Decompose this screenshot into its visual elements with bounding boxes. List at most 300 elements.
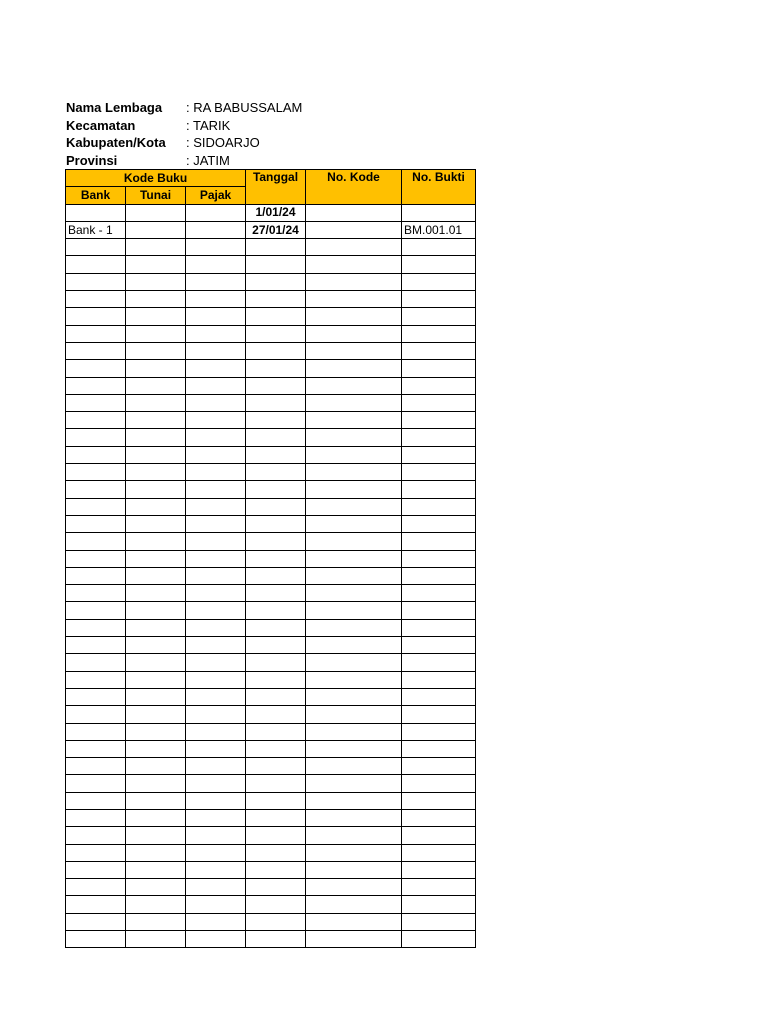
cell-no-kode	[306, 481, 402, 498]
cell-no-bukti	[402, 585, 476, 602]
cell-no-kode	[306, 602, 402, 619]
cell-tanggal	[246, 377, 306, 394]
empty-row	[66, 394, 476, 411]
cell-tunai	[126, 827, 186, 844]
cell-bank	[66, 308, 126, 325]
cell-tunai	[126, 809, 186, 826]
cell-tunai	[126, 931, 186, 948]
cell-pajak	[186, 792, 246, 809]
cell-tanggal	[246, 723, 306, 740]
cell-tanggal	[246, 550, 306, 567]
info-value: : SIDOARJO	[186, 135, 260, 150]
cell-bank	[66, 792, 126, 809]
cell-tunai	[126, 913, 186, 930]
cell-pajak	[186, 809, 246, 826]
cell-tanggal	[246, 360, 306, 377]
cell-no-kode	[306, 585, 402, 602]
cell-pajak	[186, 550, 246, 567]
empty-row	[66, 533, 476, 550]
empty-row	[66, 446, 476, 463]
cell-bank	[66, 533, 126, 550]
cell-tanggal	[246, 291, 306, 308]
cell-tanggal	[246, 637, 306, 654]
cell-pajak	[186, 412, 246, 429]
cell-pajak	[186, 723, 246, 740]
cell-bank	[66, 654, 126, 671]
cell-tunai	[126, 758, 186, 775]
cell-pajak	[186, 896, 246, 913]
cell-bank	[66, 481, 126, 498]
empty-row	[66, 723, 476, 740]
cell-tunai	[126, 360, 186, 377]
cell-tanggal	[246, 913, 306, 930]
empty-row	[66, 879, 476, 896]
cell-no-kode	[306, 637, 402, 654]
cell-bank	[66, 515, 126, 532]
empty-row	[66, 429, 476, 446]
cell-no-bukti	[402, 342, 476, 359]
cell-no-kode	[306, 308, 402, 325]
table-header-row	[66, 170, 476, 187]
cell-bank	[66, 809, 126, 826]
cell-no-bukti	[402, 775, 476, 792]
cell-pajak	[186, 654, 246, 671]
empty-row	[66, 844, 476, 861]
cell-tanggal	[246, 827, 306, 844]
cell-tunai	[126, 394, 186, 411]
cell-no-kode	[306, 827, 402, 844]
cell-tunai	[126, 325, 186, 342]
cell-tanggal: 27/01/24	[246, 221, 306, 238]
empty-row	[66, 515, 476, 532]
cell-no-kode	[306, 273, 402, 290]
info-label: Provinsi	[66, 152, 118, 168]
cell-tunai	[126, 308, 186, 325]
cell-no-bukti	[402, 602, 476, 619]
cell-tanggal	[246, 844, 306, 861]
cell-pajak	[186, 758, 246, 775]
cell-pajak	[186, 360, 246, 377]
cell-tunai	[126, 481, 186, 498]
cell-no-kode	[306, 291, 402, 308]
cell-tunai	[126, 861, 186, 878]
cell-bank	[66, 931, 126, 948]
info-value: : JATIM	[186, 152, 230, 168]
cell-bank	[66, 758, 126, 775]
cell-tanggal	[246, 325, 306, 342]
cell-no-bukti	[402, 377, 476, 394]
cell-no-bukti	[402, 792, 476, 809]
cell-no-kode	[306, 204, 402, 221]
cell-no-kode	[306, 394, 402, 411]
cell-tunai	[126, 654, 186, 671]
cell-no-kode	[306, 809, 402, 826]
cell-bank	[66, 273, 126, 290]
cell-no-kode	[306, 723, 402, 740]
cell-tanggal	[246, 342, 306, 359]
cell-bank	[66, 861, 126, 878]
cell-tanggal	[246, 879, 306, 896]
empty-row	[66, 671, 476, 688]
cell-no-bukti	[402, 515, 476, 532]
empty-row	[66, 931, 476, 948]
cell-no-bukti	[402, 550, 476, 567]
header-tanggal: Tanggal	[246, 170, 306, 205]
cell-tanggal	[246, 429, 306, 446]
cell-tanggal	[246, 394, 306, 411]
cell-tanggal	[246, 654, 306, 671]
cell-tanggal	[246, 896, 306, 913]
cell-tunai	[126, 446, 186, 463]
empty-row	[66, 896, 476, 913]
cell-bank	[66, 602, 126, 619]
cell-pajak	[186, 740, 246, 757]
empty-row	[66, 775, 476, 792]
cell-pajak	[186, 429, 246, 446]
cell-tanggal	[246, 533, 306, 550]
cell-bank: Bank - 1	[66, 221, 126, 238]
cell-tunai	[126, 740, 186, 757]
cell-no-kode	[306, 550, 402, 567]
empty-row	[66, 412, 476, 429]
cell-pajak	[186, 308, 246, 325]
cell-no-kode	[306, 446, 402, 463]
cell-pajak	[186, 498, 246, 515]
cell-bank	[66, 585, 126, 602]
cell-bank	[66, 844, 126, 861]
cell-no-kode	[306, 515, 402, 532]
cell-pajak	[186, 602, 246, 619]
cell-pajak	[186, 775, 246, 792]
cell-bank	[66, 637, 126, 654]
cell-no-kode	[306, 619, 402, 636]
cell-pajak	[186, 619, 246, 636]
cell-bank	[66, 498, 126, 515]
cell-tunai	[126, 585, 186, 602]
info-value: : RA BABUSSALAM	[186, 100, 303, 115]
cell-tanggal	[246, 567, 306, 584]
cell-tanggal	[246, 256, 306, 273]
empty-row	[66, 464, 476, 481]
cell-no-bukti	[402, 740, 476, 757]
cell-no-kode	[306, 792, 402, 809]
cell-tanggal: 1/01/24	[246, 204, 306, 221]
cell-no-bukti	[402, 325, 476, 342]
cell-bank	[66, 239, 126, 256]
cell-pajak	[186, 827, 246, 844]
cell-no-bukti	[402, 481, 476, 498]
cell-bank	[66, 688, 126, 705]
header-pajak: Pajak	[186, 187, 246, 204]
cell-pajak	[186, 515, 246, 532]
cell-tunai	[126, 844, 186, 861]
empty-row	[66, 256, 476, 273]
cell-no-bukti	[402, 360, 476, 377]
cell-tunai	[126, 239, 186, 256]
cell-no-bukti	[402, 464, 476, 481]
cell-no-bukti	[402, 671, 476, 688]
cell-pajak	[186, 913, 246, 930]
table-row	[66, 204, 476, 221]
cell-no-kode	[306, 221, 402, 238]
cell-tunai	[126, 256, 186, 273]
empty-row	[66, 619, 476, 636]
cell-tanggal	[246, 464, 306, 481]
cell-pajak	[186, 221, 246, 238]
cell-bank	[66, 619, 126, 636]
cell-bank	[66, 342, 126, 359]
cell-no-bukti	[402, 723, 476, 740]
empty-row	[66, 827, 476, 844]
cell-tunai	[126, 515, 186, 532]
cell-no-bukti	[402, 913, 476, 930]
empty-row	[66, 654, 476, 671]
info-row-provinsi	[66, 152, 302, 170]
cell-pajak	[186, 464, 246, 481]
cell-no-bukti	[402, 308, 476, 325]
cell-tunai	[126, 706, 186, 723]
cell-tunai	[126, 550, 186, 567]
cell-no-kode	[306, 256, 402, 273]
cell-no-bukti	[402, 291, 476, 308]
info-label: Nama Lembaga	[66, 100, 163, 115]
empty-row	[66, 637, 476, 654]
cell-pajak	[186, 204, 246, 221]
empty-row	[66, 585, 476, 602]
cell-no-kode	[306, 239, 402, 256]
cell-tanggal	[246, 792, 306, 809]
cell-bank	[66, 204, 126, 221]
cell-tanggal	[246, 706, 306, 723]
empty-row	[66, 239, 476, 256]
cell-pajak	[186, 446, 246, 463]
cell-bank	[66, 429, 126, 446]
cell-no-bukti	[402, 567, 476, 584]
cell-no-kode	[306, 740, 402, 757]
cell-tunai	[126, 879, 186, 896]
cell-pajak	[186, 879, 246, 896]
empty-row	[66, 602, 476, 619]
cell-no-kode	[306, 861, 402, 878]
cell-pajak	[186, 585, 246, 602]
empty-row	[66, 291, 476, 308]
cell-no-bukti	[402, 273, 476, 290]
cell-no-kode	[306, 533, 402, 550]
cell-tunai	[126, 498, 186, 515]
cell-tanggal	[246, 688, 306, 705]
cell-bank	[66, 567, 126, 584]
cell-tanggal	[246, 758, 306, 775]
cell-no-kode	[306, 429, 402, 446]
cell-pajak	[186, 291, 246, 308]
empty-row	[66, 758, 476, 775]
cell-no-kode	[306, 342, 402, 359]
cell-pajak	[186, 861, 246, 878]
empty-row	[66, 792, 476, 809]
empty-row	[66, 550, 476, 567]
cell-no-kode	[306, 775, 402, 792]
cell-pajak	[186, 637, 246, 654]
cell-no-kode	[306, 498, 402, 515]
cell-no-kode	[306, 464, 402, 481]
cell-no-bukti	[402, 827, 476, 844]
cell-no-bukti	[402, 204, 476, 221]
cell-no-kode	[306, 654, 402, 671]
info-row-kecamatan	[66, 117, 302, 135]
cell-no-bukti	[402, 446, 476, 463]
ledger-body	[66, 204, 476, 948]
empty-row	[66, 688, 476, 705]
cell-tunai	[126, 619, 186, 636]
empty-row	[66, 342, 476, 359]
empty-row	[66, 308, 476, 325]
header-kode-buku: Kode Buku	[66, 170, 246, 187]
ledger-table	[65, 169, 476, 948]
header-no-bukti: No. Bukti	[402, 170, 476, 205]
cell-no-kode	[306, 671, 402, 688]
empty-row	[66, 913, 476, 930]
cell-no-kode	[306, 377, 402, 394]
cell-no-bukti	[402, 861, 476, 878]
cell-tunai	[126, 775, 186, 792]
cell-tunai	[126, 896, 186, 913]
cell-bank	[66, 671, 126, 688]
cell-bank	[66, 360, 126, 377]
cell-tanggal	[246, 619, 306, 636]
cell-bank	[66, 256, 126, 273]
cell-tunai	[126, 688, 186, 705]
cell-tunai	[126, 567, 186, 584]
cell-bank	[66, 879, 126, 896]
cell-no-kode	[306, 412, 402, 429]
cell-no-kode	[306, 706, 402, 723]
cell-tanggal	[246, 931, 306, 948]
cell-tunai	[126, 602, 186, 619]
cell-pajak	[186, 342, 246, 359]
header-tunai: Tunai	[126, 187, 186, 204]
cell-tunai	[126, 792, 186, 809]
cell-tanggal	[246, 308, 306, 325]
cell-pajak	[186, 239, 246, 256]
cell-no-bukti	[402, 654, 476, 671]
empty-row	[66, 740, 476, 757]
info-row-nama-lembaga	[66, 99, 302, 117]
cell-no-bukti	[402, 844, 476, 861]
cell-no-bukti	[402, 809, 476, 826]
cell-bank	[66, 775, 126, 792]
cell-no-kode	[306, 325, 402, 342]
cell-bank	[66, 723, 126, 740]
cell-tanggal	[246, 412, 306, 429]
cell-no-kode	[306, 360, 402, 377]
cell-bank	[66, 412, 126, 429]
header-no-kode: No. Kode	[306, 170, 402, 205]
cell-tanggal	[246, 239, 306, 256]
cell-pajak	[186, 256, 246, 273]
cell-tunai	[126, 342, 186, 359]
cell-tanggal	[246, 809, 306, 826]
cell-tanggal	[246, 446, 306, 463]
cell-no-kode	[306, 567, 402, 584]
cell-no-bukti	[402, 637, 476, 654]
cell-no-kode	[306, 688, 402, 705]
cell-tanggal	[246, 273, 306, 290]
cell-tunai	[126, 273, 186, 290]
cell-tunai	[126, 204, 186, 221]
table-row	[66, 221, 476, 238]
cell-pajak	[186, 688, 246, 705]
cell-tanggal	[246, 671, 306, 688]
cell-tanggal	[246, 498, 306, 515]
cell-tunai	[126, 412, 186, 429]
cell-no-bukti	[402, 533, 476, 550]
cell-pajak	[186, 325, 246, 342]
cell-tanggal	[246, 585, 306, 602]
cell-tunai	[126, 377, 186, 394]
cell-pajak	[186, 671, 246, 688]
cell-no-bukti	[402, 394, 476, 411]
empty-row	[66, 325, 476, 342]
cell-tunai	[126, 291, 186, 308]
cell-tanggal	[246, 740, 306, 757]
cell-no-bukti	[402, 429, 476, 446]
cell-bank	[66, 291, 126, 308]
empty-row	[66, 567, 476, 584]
institution-info	[66, 99, 302, 169]
cell-bank	[66, 913, 126, 930]
cell-tanggal	[246, 861, 306, 878]
cell-pajak	[186, 377, 246, 394]
cell-no-kode	[306, 896, 402, 913]
empty-row	[66, 273, 476, 290]
cell-tunai	[126, 429, 186, 446]
header-bank: Bank	[66, 187, 126, 204]
cell-bank	[66, 464, 126, 481]
cell-no-kode	[306, 913, 402, 930]
cell-no-bukti: BM.001.01	[402, 221, 476, 238]
cell-pajak	[186, 533, 246, 550]
cell-no-kode	[306, 931, 402, 948]
cell-no-bukti	[402, 758, 476, 775]
empty-row	[66, 498, 476, 515]
cell-bank	[66, 446, 126, 463]
cell-no-bukti	[402, 498, 476, 515]
cell-tanggal	[246, 602, 306, 619]
cell-bank	[66, 550, 126, 567]
cell-pajak	[186, 273, 246, 290]
cell-bank	[66, 896, 126, 913]
empty-row	[66, 861, 476, 878]
cell-bank	[66, 827, 126, 844]
cell-pajak	[186, 931, 246, 948]
cell-tanggal	[246, 515, 306, 532]
cell-tanggal	[246, 775, 306, 792]
info-label: Kabupaten/Kota	[66, 135, 166, 150]
cell-pajak	[186, 844, 246, 861]
cell-no-bukti	[402, 879, 476, 896]
cell-tunai	[126, 637, 186, 654]
cell-no-kode	[306, 879, 402, 896]
cell-tunai	[126, 533, 186, 550]
empty-row	[66, 809, 476, 826]
cell-tunai	[126, 671, 186, 688]
info-row-kabupaten	[66, 134, 302, 152]
cell-no-bukti	[402, 896, 476, 913]
empty-row	[66, 377, 476, 394]
info-label: Kecamatan	[66, 117, 136, 133]
cell-tunai	[126, 221, 186, 238]
cell-bank	[66, 740, 126, 757]
